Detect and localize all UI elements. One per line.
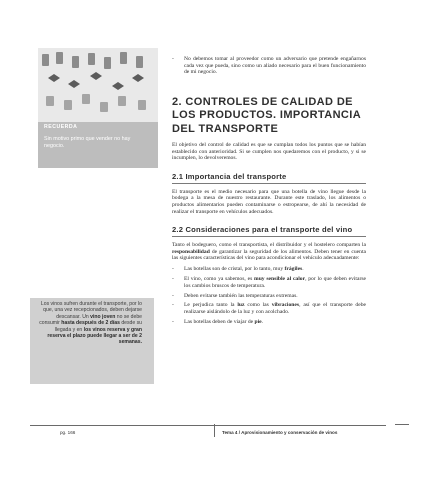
b3-text: Deben evitarse también las temperaturas extremas. xyxy=(184,292,298,299)
b4-a: Le perjudica tanto la xyxy=(184,302,238,309)
footer-tail-line xyxy=(395,424,409,425)
b4-mid: como las xyxy=(244,302,272,309)
list-item xyxy=(172,319,366,326)
subsection-divider-2 xyxy=(172,236,366,237)
b1-bold: frágiles xyxy=(284,265,303,272)
chapter-title: Tema 4 / Aprovisionamiento y conservación de vinos xyxy=(222,430,338,435)
recuerda-text: Sin motivo primo que vender no hay negocio. xyxy=(44,136,131,149)
b5-a: Las botellas deben de viajar de xyxy=(184,319,255,326)
top-bullet-text: No debemos tomar al proveedor como un adversario que pretende engañarnos cada vez que pueda, sino como un aliado necesario para el buen funcionamiento de mi negocio. xyxy=(184,56,366,76)
b4-bold-2: vibraciones xyxy=(271,302,300,309)
main-column xyxy=(172,56,366,329)
b4-bold-1: luz xyxy=(237,302,245,309)
bullet-dash: - xyxy=(172,302,174,309)
note-bold-3: los vinos reserva y gran reserva el plazo puede llegar a ser de 2 semanas. xyxy=(47,326,142,346)
b1-a: Las botellas son de cristal, por lo tanto, muy xyxy=(184,265,285,272)
recuerda-title: RECUERDA xyxy=(44,124,78,130)
subsection-intro-2 xyxy=(172,242,366,262)
b5-b: . xyxy=(261,319,264,326)
list-item xyxy=(172,266,366,273)
subsection-divider-1 xyxy=(172,183,366,184)
note-bold-1: vino joven xyxy=(90,313,116,320)
side-note-text xyxy=(38,301,142,346)
list-item xyxy=(172,56,366,76)
page-number: pg. 166 xyxy=(60,430,76,435)
list-item xyxy=(172,293,366,300)
note-bold-2: hasta después de 2 días xyxy=(61,320,120,327)
footer-separator xyxy=(214,424,215,437)
bullet-dash: - xyxy=(172,319,174,326)
b2-b: , por lo que deben evitarse los cambios bruscos de temperatura. xyxy=(184,275,366,289)
bullet-dash: - xyxy=(172,56,174,62)
bullet-dash: - xyxy=(172,275,174,282)
section-intro: El objetivo del control de calidad es que se cumplan todos los puntos que se habían establecido con anterioridad. Si se cumplen nos quedaremos con el producto, y si se incumplen, lo devolveremos. xyxy=(172,142,366,162)
subsection-title-1: 2.1 Importancia del transporte xyxy=(172,171,287,181)
section-title: 2. CONTROLES DE CALIDAD DE LOS PRODUCTOS. IMPORTANCIA DEL TRANSPORTE xyxy=(172,95,361,135)
footer-divider xyxy=(30,425,386,426)
note-text-1: Los vinos sufren durante el transporte, por lo que, una vez recepcionados, deben dejarse descansar. Un xyxy=(40,301,142,320)
b1-b: . xyxy=(302,265,304,272)
note-text-2: no se debe consumir xyxy=(39,313,142,327)
sub2-intro-a: Tanto el bodeguero, como el transportista, el distribuidor y el hostelero comparten la xyxy=(172,242,366,249)
subsection-text-1: El transporte es el medio necesario para que una botella de vino llegue desde la bodega a la mesa de nuestro restaurante. Durante este traslado, los alimentos o productos alimentarios pueden contaminarse o estropearse, de ahí la necesidad de realizar el transporte en vehículos adecuados. xyxy=(172,188,366,215)
subsection-title-2: 2.2 Consideraciones para el transporte del vino xyxy=(172,225,353,235)
bullet-dash: - xyxy=(172,265,174,272)
sub2-intro-b: de garantizar la seguridad de los alimentos. Deben tener en cuenta las siguientes características del vino para acondicionar el vehículo adecuadamente: xyxy=(172,248,366,262)
bullet-dash: - xyxy=(172,292,174,299)
list-item xyxy=(172,276,366,289)
b2-a: El vino, como ya sabemos, es xyxy=(184,275,255,282)
b5-bold: pie xyxy=(254,319,262,326)
list-item xyxy=(172,302,366,315)
sub2-intro-bold: responsabilidad xyxy=(172,248,210,255)
recuerda-box xyxy=(38,48,158,168)
note-text-3: desde su llegada y en xyxy=(54,320,142,333)
b2-bold: muy sensible al calor xyxy=(254,275,306,282)
decorative-pattern xyxy=(38,48,158,122)
b4-b: , así que el transporte debe realizarse aislándolo de la luz y con acolchado. xyxy=(184,302,366,316)
